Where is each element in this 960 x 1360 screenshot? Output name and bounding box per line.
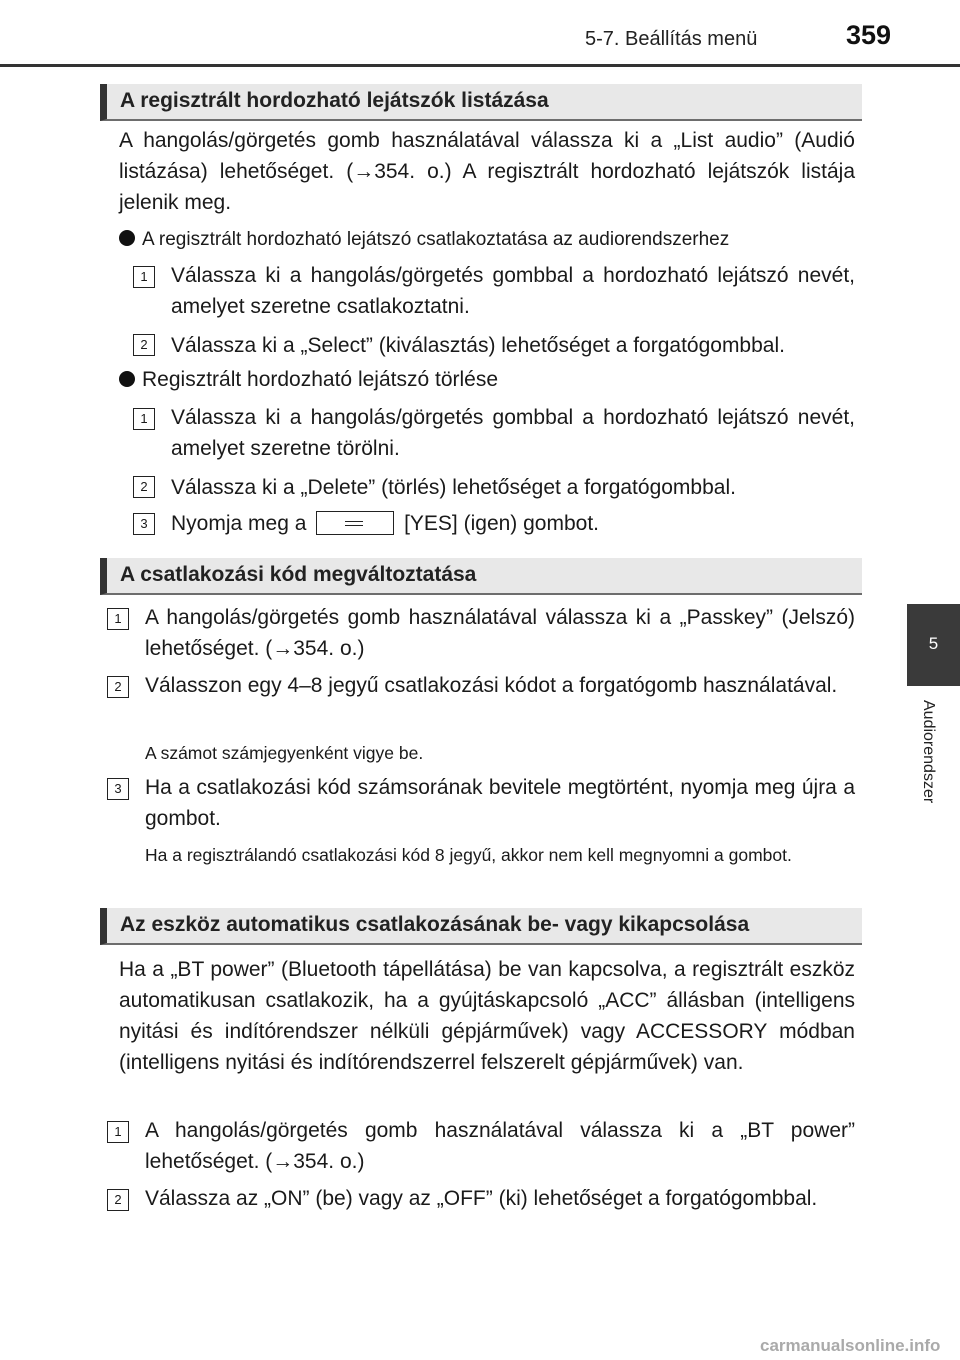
step-number-box: 2: [133, 476, 155, 498]
section-title: A regisztrált hordozható lejátszók listázása: [120, 89, 549, 112]
step-note: Ha a regisztrálandó csatlakozási kód 8 jegyű, akkor nem kell megnyomni a gombot.: [145, 845, 792, 865]
step-text: Válassza ki a hangolás/görgetés gombbal a hordozható lejátszó nevét, amelyet szeretne törölni.: [171, 406, 855, 460]
step-number-box: 2: [133, 334, 155, 356]
chapter-tab-number: 5: [928, 634, 939, 653]
step-text-post: [YES] (igen) gombot.: [404, 512, 600, 535]
bullet-delete: [119, 364, 498, 395]
step-text-pre: Nyomja meg a: [171, 512, 307, 535]
step-number-box: 2: [107, 676, 129, 698]
chapter-tab-label: Audiorendszer: [920, 700, 937, 804]
step-number-box: 3: [107, 778, 129, 800]
step-note: A számot számjegyenként vigye be.: [145, 743, 424, 763]
step-text-press-key: [171, 508, 855, 539]
bullet-icon: [119, 230, 135, 246]
step-number-box: 1: [133, 408, 155, 430]
section-title: A csatlakozási kód megváltoztatása: [120, 563, 477, 586]
step-text: Ha a csatlakozási kód számsorának bevitele megtörtént, nyomja meg újra a gombot.: [145, 776, 855, 830]
chapter-tab: [907, 604, 960, 686]
section-heading-autoconnect: [100, 908, 862, 945]
step-number-box: 1: [107, 1121, 129, 1143]
step-text: Válassza az „ON” (be) vagy az „OFF” (ki) lehetőséget a forgatógombbal.: [145, 1187, 818, 1210]
step-text: Válassza ki a hangolás/görgetés gombbal a hordozható lejátszó nevét, amelyet szeretne csatlakoztatni.: [171, 264, 855, 318]
step-text: Válassza ki a „Delete” (törlés) lehetőséget a forgatógombbal.: [171, 476, 736, 499]
bullet-text: Regisztrált hordozható lejátszó törlése: [142, 368, 499, 391]
step-number-box: 3: [133, 513, 155, 535]
step-text: Válassza ki a „Select” (kiválasztás) lehetőséget a forgatógombbal.: [171, 334, 785, 357]
section-intro: A hangolás/görgetés gomb használatával válassza ki a „List audio” (Audió listázása) lehetőséget. (→354. o.) A regisztrált hordozható lejátszók listája jelenik meg.: [119, 129, 855, 214]
step-number-box: 1: [133, 266, 155, 288]
section-intro: Ha a „BT power” (Bluetooth tápellátása) be van kapcsolva, a regisztrált eszköz automatikusan csatlakozik, ha a gyújtáskapcsoló „ACC” állásban (intelligens nyitási és indítórendszer nélküli gépjárművek) vagy ACCESSORY módban (intelligens nyitási és indítórendszerrel felszerelt gépjárművek) van.: [119, 958, 855, 1074]
bullet-icon: [119, 371, 135, 387]
step-number-box: 2: [107, 1189, 129, 1211]
yes-key-icon: [316, 511, 394, 535]
header-divider: [0, 64, 960, 67]
bullet-connect: [119, 224, 729, 255]
step-text: A hangolás/görgetés gomb használatával válassza ki a „BT power” lehetőséget. (→354. o.): [145, 1119, 855, 1173]
section-title: Az eszköz automatikus csatlakozásának be- vagy kikapcsolása: [120, 913, 750, 936]
step-number-box: 1: [107, 608, 129, 630]
section-heading-passkey: [100, 558, 862, 595]
bullet-text: A regisztrált hordozható lejátszó csatlakoztatása az audiorendszerhez: [142, 229, 730, 250]
step-text: A hangolás/görgetés gomb használatával válassza ki a „Passkey” (Jelszó) lehetőséget. (→354. o.): [145, 606, 855, 660]
watermark: carmanualsonline.info: [760, 1336, 941, 1355]
section-heading-list: [100, 84, 862, 121]
step-text: Válasszon egy 4–8 jegyű csatlakozási kódot a forgatógomb használatával.: [145, 674, 838, 697]
page-number: 359: [846, 20, 892, 50]
running-header-section: 5-7. Beállítás menü: [585, 28, 758, 50]
